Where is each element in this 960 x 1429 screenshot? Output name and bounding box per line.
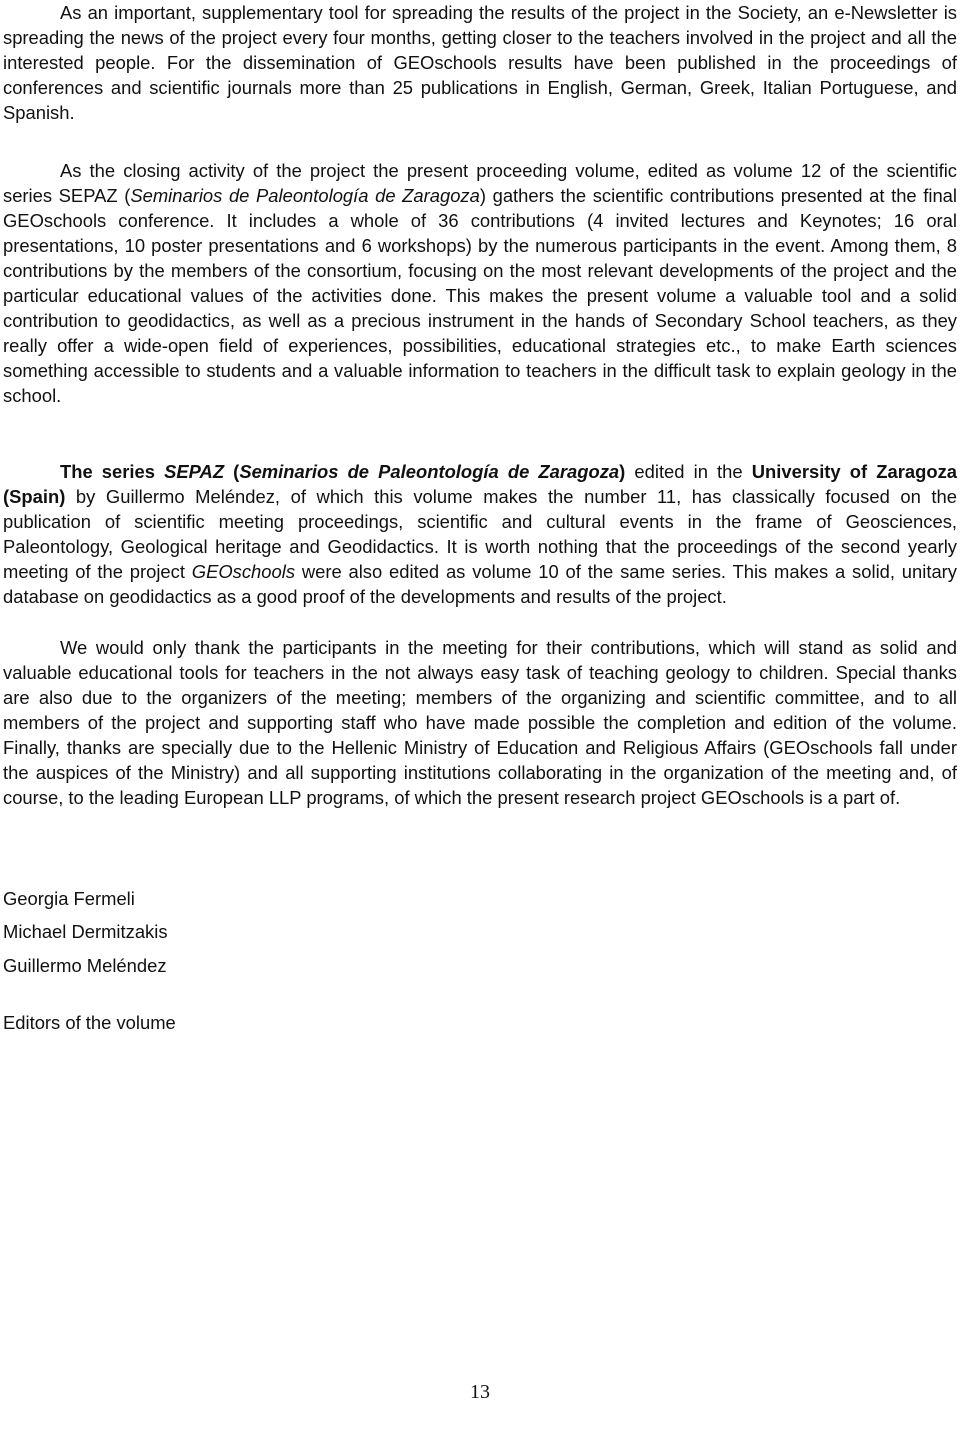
editor-name: Georgia Fermeli xyxy=(3,888,135,909)
paragraph-series-sepaz xyxy=(3,459,957,609)
bold-text: ) xyxy=(619,461,626,482)
project-name-italic: GEOschools xyxy=(191,561,296,582)
bold-text: ( xyxy=(224,461,240,482)
paragraph-text: As the closing activity of the project the present proceeding volume, edited as volume 12 of the scientific series SEPAZ ( xyxy=(3,160,957,206)
editors-role: Editors of the volume xyxy=(3,1012,176,1033)
series-name-italic: Seminarios de Paleontología de Zaragoza xyxy=(130,185,480,206)
editor-name: Michael Dermitzakis xyxy=(3,921,168,942)
paragraph-text: As an important, supplementary tool for spreading the results of the project in the Society, an e-Newsletter is spreading the news of the project every four months, getting closer to the teachers involved in the project and all the interested people. For the dissemination of GEOschools results have been published in the proceedings of conferences and scientific journals more than 25 publications in English, German, Greek, Italian Portuguese, and Spanish. xyxy=(3,2,957,123)
series-acronym: SEPAZ xyxy=(164,461,225,482)
paragraph-text: were also edited as volume 10 of the same series. This makes a solid, unitary database on geodidactics as a good proof of the developments and results of the project. xyxy=(3,561,958,607)
paragraph-text: ) gathers the scientific contributions presented at the final GEOschools conference. It includes a whole of 36 contributions (4 invited lectures and Keynotes; 16 oral presentations, 10 poster presentations and 6 workshops) by the numerous participants in the event. Among them, 8 contributions by the members of the consortium, focusing on the most relevant developments of the project and the particular educational values of the activities done. This makes the present volume a valuable tool and a solid contribution to geodidactics, as well as a precious instrument in the hands of Secondary School teachers, as they really offer a wide-open field of experiences, possibilities, educational strategies etc., to make Earth sciences something accessible to students and a valuable information to teachers in the difficult task to explain geology in the school. xyxy=(3,185,957,406)
bold-text: The series xyxy=(60,461,165,482)
editor-name: Guillermo Meléndez xyxy=(3,955,167,976)
paragraph-text: by Guillermo Meléndez, of which this volume makes the number 11, has classically focused on the publication of scientific meeting proceedings, scientific and cultural events in the frame of Geosciences, Paleontology, Geological heritage and Geodidactics. It is worth nothing that the proceedings of the second yearly meeting of the project xyxy=(3,486,957,582)
paragraph-dissemination xyxy=(3,0,957,125)
page-number: 13 xyxy=(470,1381,490,1403)
paragraph-text: We would only thank the participants in the meeting for their contributions, which will stand as solid and valuable educational tools for teachers in the not always easy task of teaching geology to children. Special thanks are also due to the organizers of the meeting; members of the organizing and scientific committee, and to all members of the project and supporting staff who have made possible the completion and edition of the volume. Finally, thanks are specially due to the Hellenic Ministry of Education and Religious Affairs (GEOschools fall under the auspices of the Ministry) and all supporting institutions collaborating in the organization of the meeting and, of course, to the leading European LLP programs, of which the present research project GEOschools is a part of. xyxy=(3,637,957,808)
paragraph-text: edited in the xyxy=(625,461,752,482)
paragraph-closing-activity xyxy=(3,158,957,408)
university-name: University of Zaragoza (Spain) xyxy=(3,461,957,507)
paragraph-acknowledgements xyxy=(3,635,957,810)
series-name: Seminarios de Paleontología de Zaragoza xyxy=(239,461,620,482)
